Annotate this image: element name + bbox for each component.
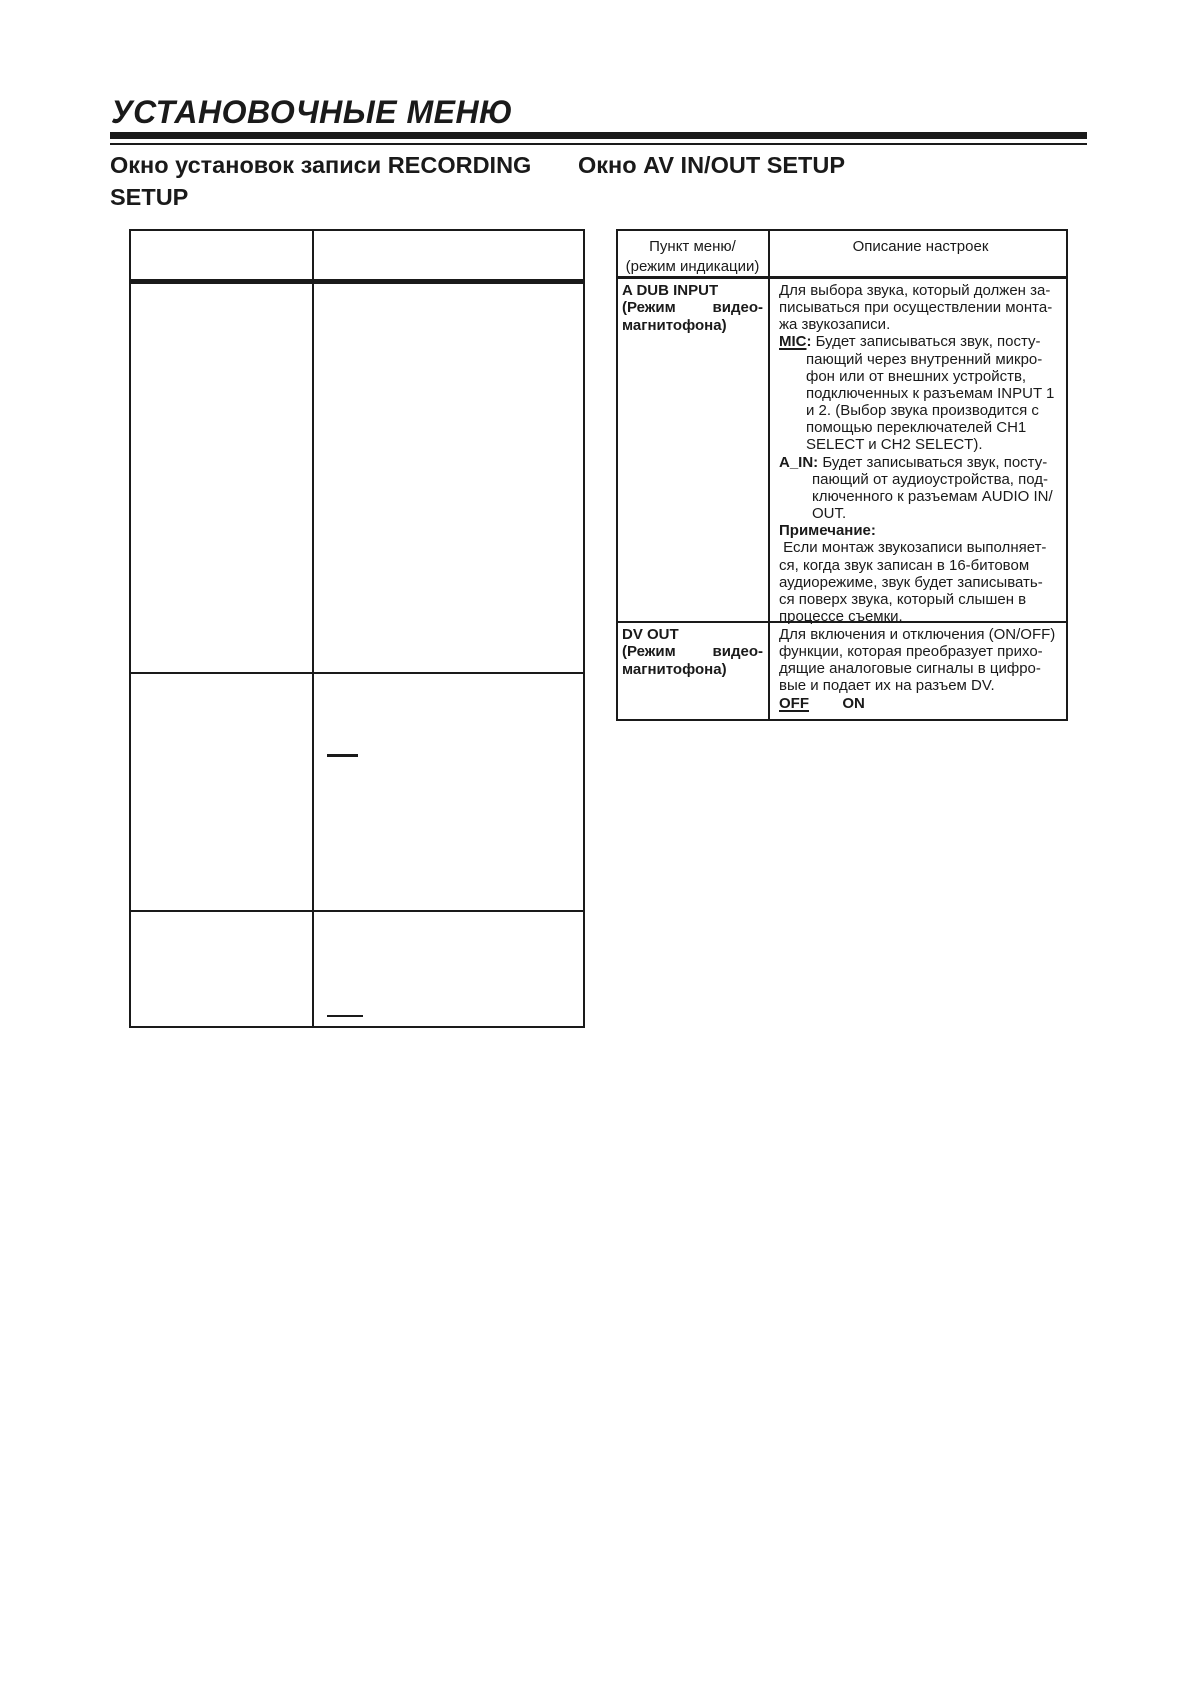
- col-header-line: Пункт меню/: [649, 238, 736, 255]
- table-row: [618, 279, 1066, 623]
- menu-item-cell: [618, 279, 770, 621]
- text-segment: ON: [842, 694, 865, 712]
- heading-rule-thick: [110, 132, 1087, 139]
- description-line: [779, 454, 1062, 471]
- menu-item-line: DV OUT: [622, 626, 679, 643]
- description-line: [779, 677, 1062, 694]
- description-line: [779, 419, 1062, 436]
- text-segment: функции, которая преобразует прихо-: [779, 643, 1043, 661]
- menu-item-cell-empty: [131, 284, 314, 672]
- description-line: [779, 539, 1062, 556]
- description-line: [779, 436, 1062, 453]
- recording-setup-table: [129, 229, 585, 1028]
- menu-item-line: (Режим видео-: [622, 299, 763, 317]
- description-line: [779, 488, 1062, 505]
- menu-item-line: A DUB INPUT: [622, 282, 719, 299]
- description-cell-empty: [314, 284, 583, 672]
- description-line: [779, 695, 1062, 712]
- text-segment: помощью переключателей CH1: [806, 419, 1027, 437]
- menu-item-line: магнитофона): [622, 316, 727, 334]
- dash-mark: [327, 1015, 363, 1017]
- description-line: [779, 385, 1062, 402]
- table-header-row: [131, 231, 583, 284]
- menu-item-line: магнитофона): [622, 660, 727, 678]
- description-line: [779, 557, 1062, 574]
- menu-item-cell-empty: [131, 912, 314, 1026]
- text-segment: Примечание:: [779, 522, 876, 540]
- text-segment: ся поверх звука, который слышен в: [779, 590, 1027, 608]
- description-line: [779, 591, 1062, 608]
- page-heading: УСТАНОВОЧНЫЕ МЕНЮ: [111, 94, 513, 130]
- table-row: [131, 284, 583, 674]
- text-segment: Будет записываться звук, посту-: [811, 333, 1041, 351]
- header-cell-empty: [314, 231, 583, 279]
- text-segment: аудиорежиме, звук будет записывать-: [779, 573, 1043, 591]
- col-header-menu-item: [618, 231, 770, 276]
- text-segment: подключенных к разъемам INPUT 1: [806, 384, 1055, 402]
- text-segment: писываться при осуществлении монта-: [779, 299, 1053, 317]
- description-line: [779, 351, 1062, 368]
- description-line: [779, 522, 1062, 539]
- text-segment: OFF: [779, 694, 809, 712]
- text-segment: фон или от внешних устройств,: [806, 367, 1027, 385]
- text-segment: пающий через внутренний микро-: [806, 350, 1043, 368]
- text-segment: и 2. (Выбор звука производится с: [806, 402, 1039, 420]
- description-line: [779, 368, 1062, 385]
- table-row: [618, 623, 1066, 719]
- description-line: [779, 282, 1062, 299]
- menu-item-line: (Режим видео-: [622, 643, 763, 661]
- text-segment: MIC: [779, 333, 807, 351]
- table-body: [618, 279, 1066, 719]
- text-segment: дящие аналоговые сигналы в цифро-: [779, 660, 1041, 678]
- col-header-description: Описание настроек: [852, 238, 989, 255]
- description-line: [779, 299, 1062, 316]
- text-segment: SELECT и CH2 SELECT).: [806, 436, 983, 454]
- text-segment: жа звукозаписи.: [779, 316, 891, 334]
- description-cell: [770, 279, 1066, 625]
- text-segment: A_IN:: [779, 453, 819, 471]
- text-segment: Будет записываться звук, посту-: [818, 453, 1048, 471]
- text-segment: [809, 695, 842, 712]
- text-segment: Если монтаж звукозаписи выполняет-: [779, 539, 1047, 557]
- description-cell-empty: [314, 912, 583, 1026]
- description-line: [779, 660, 1062, 677]
- description-line: [779, 505, 1062, 522]
- text-segment: ся, когда звук записан в 16-битовом: [779, 556, 1030, 574]
- header-cell-empty: [131, 231, 314, 279]
- text-segment: Для включения и отключения (ON/OFF): [779, 626, 1056, 643]
- table-header-row: [618, 231, 1066, 279]
- description-line: [779, 574, 1062, 591]
- av-in-out-setup-table: [616, 229, 1068, 721]
- menu-item-cell: [618, 623, 770, 719]
- table-row: [131, 912, 583, 1026]
- description-cell-empty: [314, 674, 583, 910]
- table-row: [131, 674, 583, 912]
- text-segment: :: [806, 333, 812, 351]
- section-title-av-in-out-setup: Окно AV IN/OUT SETUP: [578, 152, 846, 178]
- description-line: [779, 402, 1062, 419]
- description-line: [779, 333, 1062, 350]
- text-segment: Для выбора звука, который должен за-: [779, 282, 1051, 299]
- dash-mark: [327, 754, 358, 757]
- text-segment: ключенного к разъемам AUDIO IN/: [812, 487, 1053, 505]
- text-segment: пающий от аудиоустройства, под-: [812, 470, 1049, 488]
- description-line: [779, 643, 1062, 660]
- section-title-recording-setup: Окно установок записи RECORDING SETUP: [110, 152, 532, 210]
- col-header-line: (режим индикации): [625, 258, 760, 275]
- text-segment: процессе съемки.: [779, 607, 903, 625]
- text-segment: вые и подает их на разъем DV.: [779, 677, 995, 695]
- menu-item-cell-empty: [131, 674, 314, 910]
- text-segment: OUT.: [812, 505, 847, 523]
- heading-rule-thin: [110, 143, 1087, 145]
- description-line: [779, 316, 1062, 333]
- description-line: [779, 626, 1062, 643]
- description-cell: [770, 623, 1066, 719]
- description-line: [779, 471, 1062, 488]
